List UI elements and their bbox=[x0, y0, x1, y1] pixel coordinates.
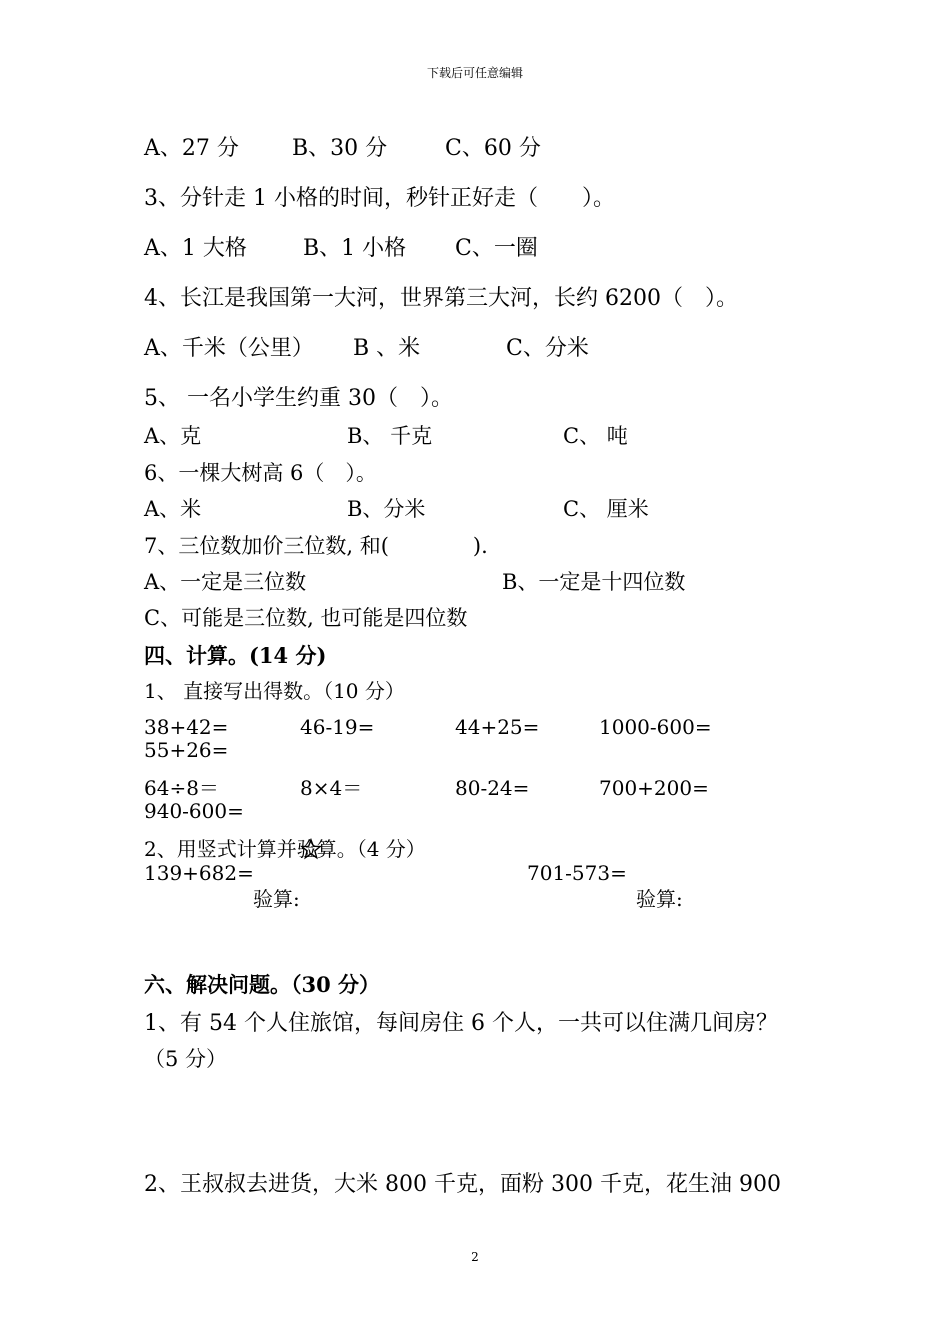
problem2-line1: 2、王叔叔去进货，大米 800 千克，面粉 300 千克，花生油 900 bbox=[144, 1172, 781, 1197]
problem1-line2: （5 分） bbox=[144, 1047, 228, 1071]
check-label-right: 验算: bbox=[636, 887, 683, 911]
q3-text: 3、分针走 1 小格的时间，秒针正好走（ ）。 bbox=[144, 186, 615, 211]
q3-option-b: B、1 小格 bbox=[303, 236, 407, 261]
q4-option-b: B 、米 bbox=[353, 336, 421, 361]
calc-item: 700+200= bbox=[599, 776, 709, 800]
page-number: 2 bbox=[471, 1250, 479, 1264]
q6-option-a: A、米 bbox=[144, 497, 202, 521]
section6-title: 六、解决问题。（30 分） bbox=[144, 972, 381, 997]
vertical-calc-right: 701-573= bbox=[527, 861, 627, 885]
calc-item: 80-24= bbox=[455, 776, 530, 800]
section4-title: 四、计算。(14 分) bbox=[144, 643, 327, 668]
q2-option-c: C、60 分 bbox=[445, 136, 541, 161]
q4-text: 4、长江是我国第一大河，世界第三大河，长约 6200（ ）。 bbox=[144, 286, 738, 311]
vertical-calc-left: 139+682= bbox=[144, 861, 254, 885]
calc-item: 44+25= bbox=[455, 715, 540, 739]
q7-option-c: C、可能是三位数, 也可能是四位数 bbox=[144, 606, 468, 630]
problem1-line1: 1、有 54 个人住旅馆，每间房住 6 个人，一共可以住满几间房？ bbox=[144, 1011, 778, 1036]
calc-item: 55+26= bbox=[144, 738, 229, 762]
q3-option-c: C、一圈 bbox=[455, 236, 538, 261]
q4-option-a: A、千米（公里） bbox=[144, 336, 314, 361]
q7-option-a: A、一定是三位数 bbox=[144, 570, 307, 594]
q7-option-b: B、一定是十四位数 bbox=[502, 570, 686, 594]
q6-text: 6、一棵大树高 6（ ）。 bbox=[144, 461, 377, 485]
q2-option-a: A、27 分 bbox=[144, 136, 239, 161]
q4-option-c: C、分米 bbox=[506, 336, 589, 361]
q6-option-c: C、 厘米 bbox=[563, 497, 649, 521]
page-header: 下载后可任意编辑 bbox=[426, 66, 523, 80]
calc-item: 940-600= bbox=[144, 799, 244, 823]
calc-item: 1000-600= bbox=[599, 715, 712, 739]
q5-option-b: B、 千克 bbox=[347, 424, 433, 448]
calc-item: 46-19= bbox=[300, 715, 375, 739]
q3-option-a: A、1 大格 bbox=[144, 236, 247, 261]
calc-item: 8×4＝ bbox=[300, 776, 363, 800]
q5-text: 5、 一名小学生约重 30（ ）。 bbox=[144, 386, 453, 411]
calc-item: 64÷8＝ bbox=[144, 776, 219, 800]
calc-item: 38+42= bbox=[144, 715, 229, 739]
q6-option-b: B、分米 bbox=[347, 497, 426, 521]
q7-text: 7、三位数加价三位数, 和( ). bbox=[144, 534, 488, 558]
q5-option-a: A、克 bbox=[144, 424, 202, 448]
section4-sub2: 2、用竖式计算并验算。（4 分） bbox=[144, 837, 426, 861]
q5-option-c: C、 吨 bbox=[563, 424, 628, 448]
star-icon bbox=[300, 838, 322, 860]
section4-sub1: 1、 直接写出得数。（10 分） bbox=[144, 679, 405, 703]
q2-option-b: B、30 分 bbox=[292, 136, 388, 161]
check-label-left: 验算: bbox=[253, 887, 300, 911]
